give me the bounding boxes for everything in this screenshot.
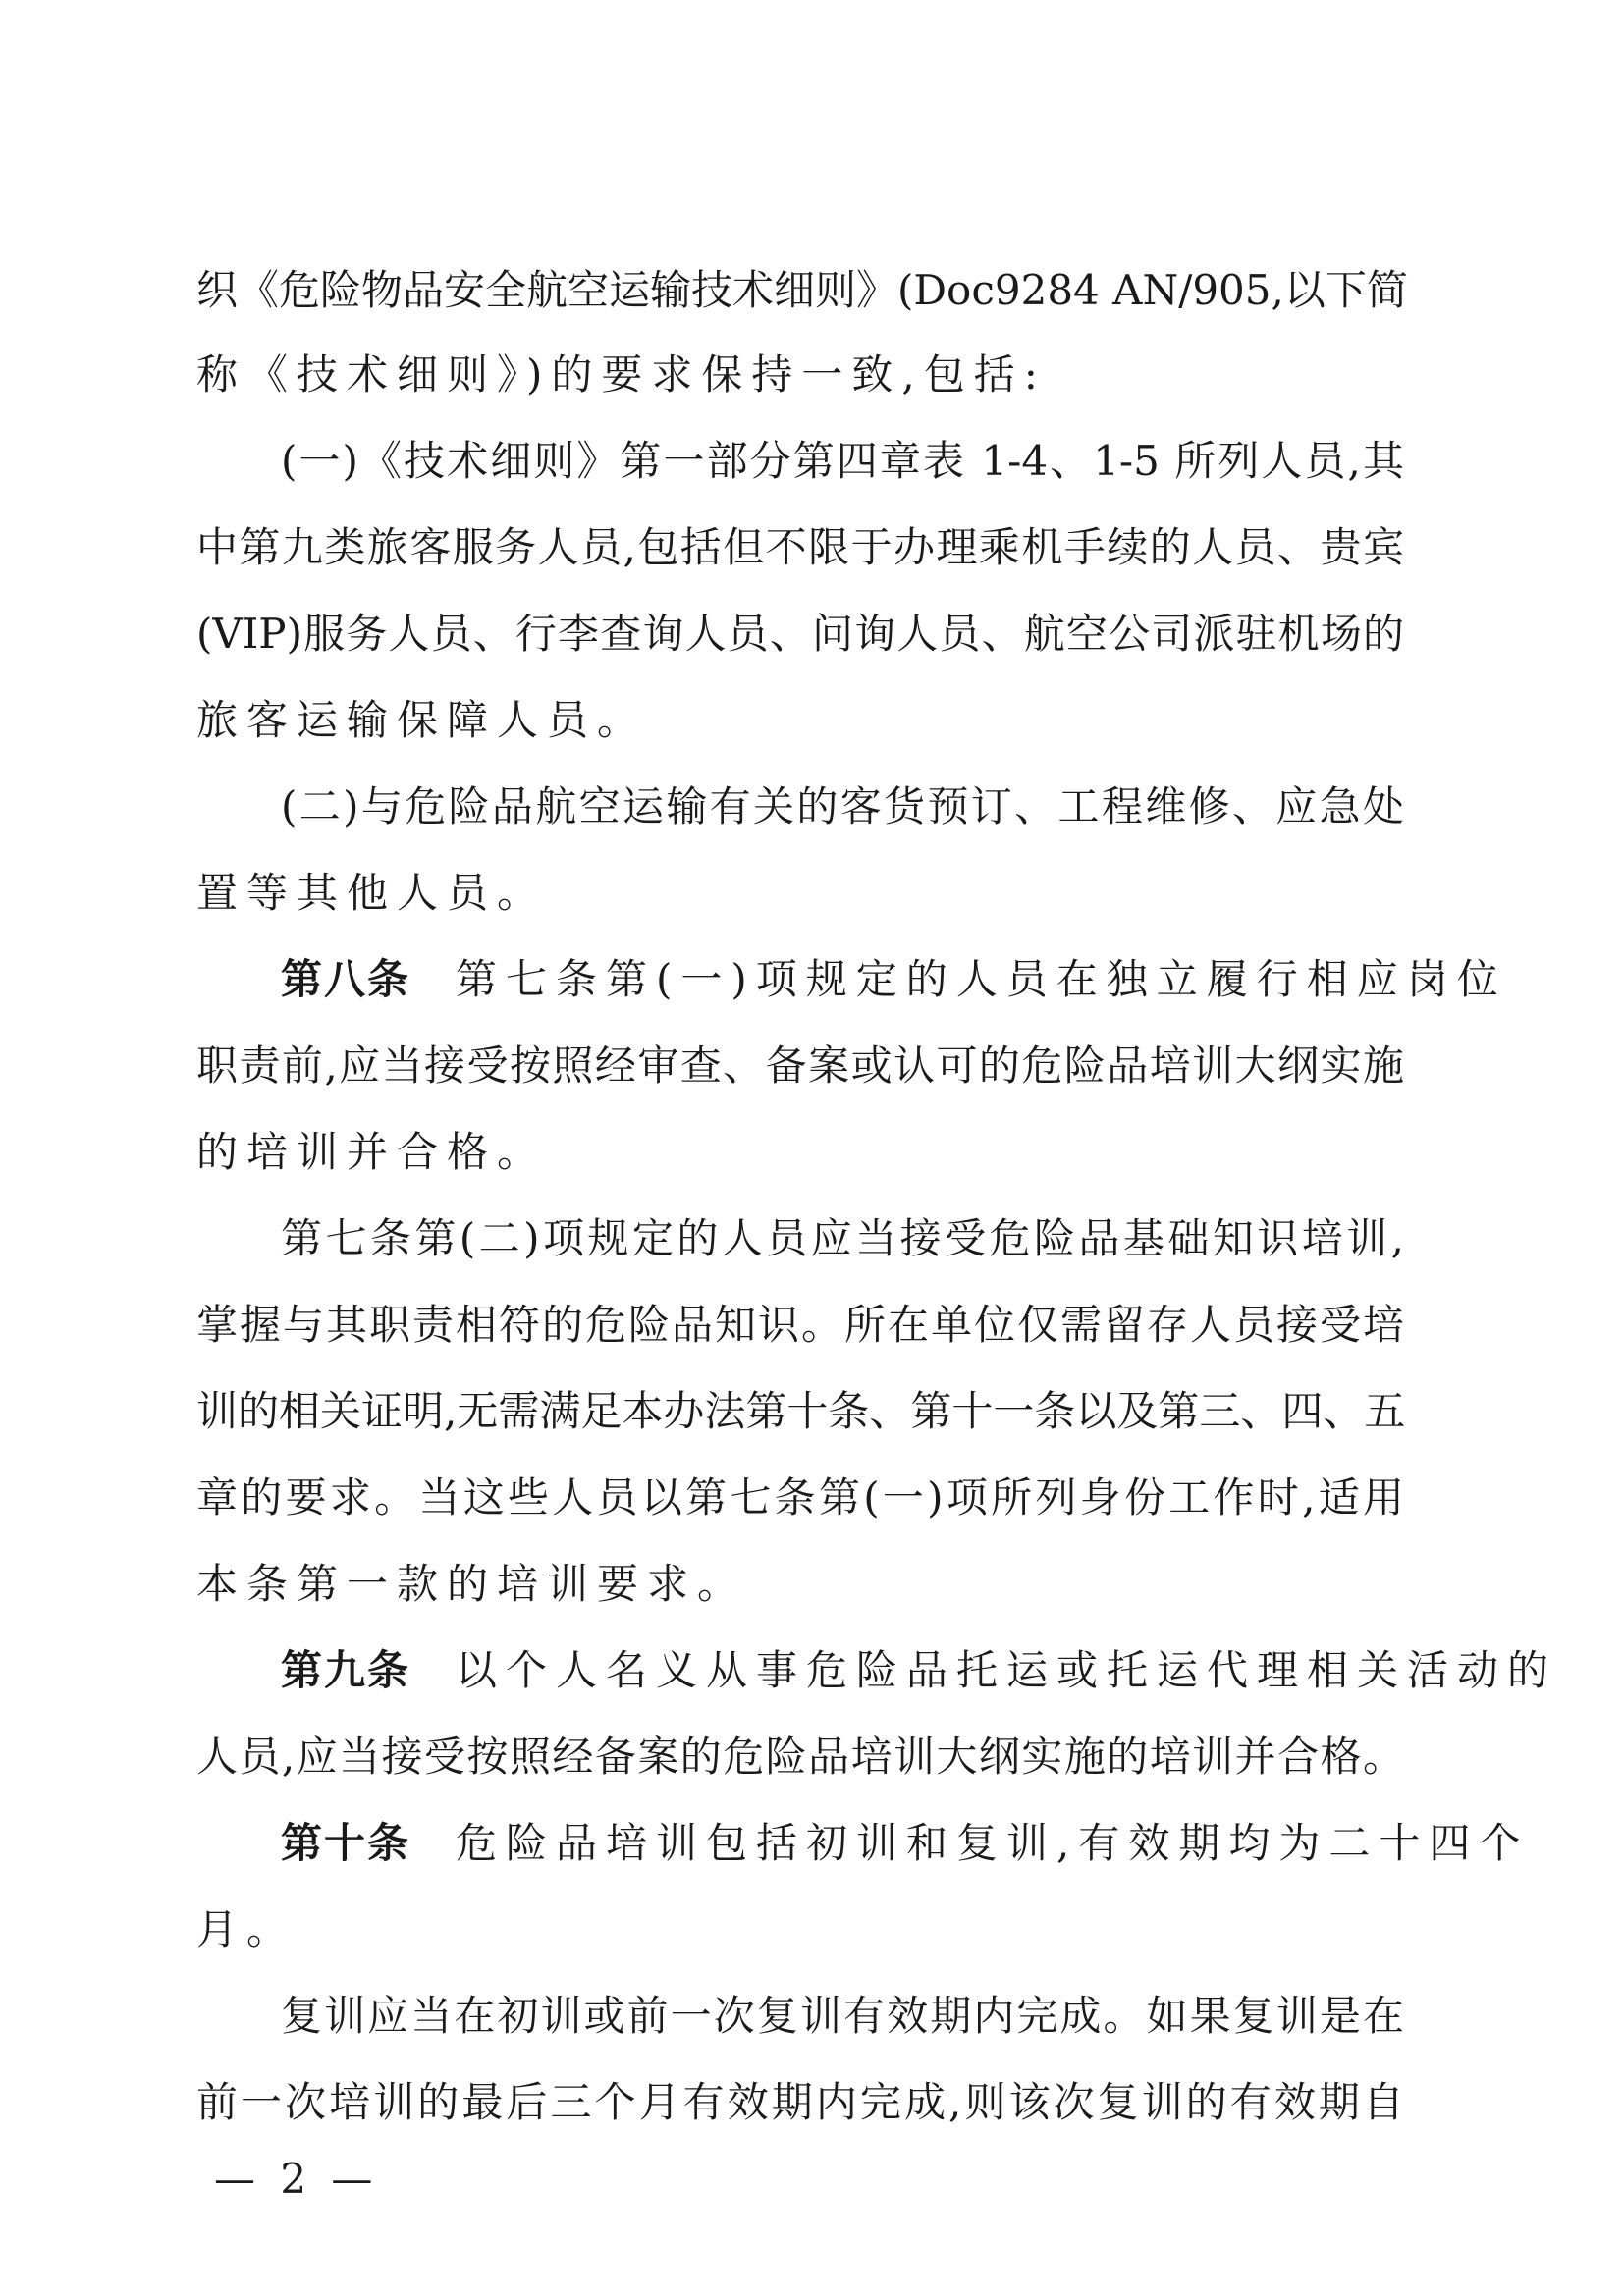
text-line: 人员,应当接受按照经备案的危险品培训大纲实施的培训并合格。 [196, 1733, 1404, 1781]
article-line [281, 1643, 1558, 1698]
article-heading: 第九条 [281, 1646, 411, 1694]
article-heading: 第八条 [281, 955, 411, 1003]
page-number: — 2 — [214, 2155, 379, 2203]
article-line [281, 1816, 1530, 1871]
text-line: 的培训并合格。 [196, 1128, 548, 1176]
article-line [281, 952, 1507, 1007]
article-heading: 第十条 [281, 1819, 411, 1867]
text-line: 复训应当在初训或前一次复训有效期内完成。如果复训是在 [281, 1992, 1404, 2040]
text-line: (二)与危险品航空运输有关的客货预订、工程维修、应急处 [281, 782, 1404, 830]
text-line: (VIP)服务人员、行李查询人员、问询人员、航空公司派驻机场的 [196, 610, 1404, 658]
text-line: 旅客运输保障人员。 [196, 696, 648, 744]
text-line: (一)《技术细则》第一部分第四章表 1-4、1-5 所列人员,其 [281, 437, 1404, 485]
text-line: 月。 [196, 1905, 298, 1953]
text-line: 章的要求。当这些人员以第七条第(一)项所列身份工作时,适用 [196, 1473, 1404, 1522]
text-line: 掌握与其职责相符的危险品知识。所在单位仅需留存人员接受培 [196, 1301, 1404, 1349]
text-segment: 危险品培训包括初训和复训,有效期均为二十四个 [456, 1819, 1530, 1867]
text-line: 训的相关证明,无需满足本办法第十条、第十一条以及第三、四、五 [196, 1387, 1406, 1435]
text-line: 置等其他人员。 [196, 869, 548, 917]
text-line: 职责前,应当接受按照经审查、备案或认可的危险品培训大纲实施 [196, 1041, 1404, 1090]
text-segment: 以个人名义从事危险品托运或托运代理相关活动的 [456, 1646, 1558, 1694]
text-segment: 第七条第(一)项规定的人员在独立履行相应岗位 [456, 955, 1507, 1003]
text-line: 第七条第(二)项规定的人员应当接受危险品基础知识培训, [281, 1214, 1404, 1262]
text-line: 称《技术细则》)的要求保持一致,包括: [196, 350, 1047, 399]
text-line: 中第九类旅客服务人员,包括但不限于办理乘机手续的人员、贵宾 [196, 523, 1404, 571]
text-line: 织《危险物品安全航空运输技术细则》(Doc9284 AN/905,以下简 [196, 266, 1408, 314]
text-line: 本条第一款的培训要求。 [196, 1560, 748, 1608]
text-line: 前一次培训的最后三个月有效期内完成,则该次复训的有效期自 [196, 2078, 1404, 2126]
